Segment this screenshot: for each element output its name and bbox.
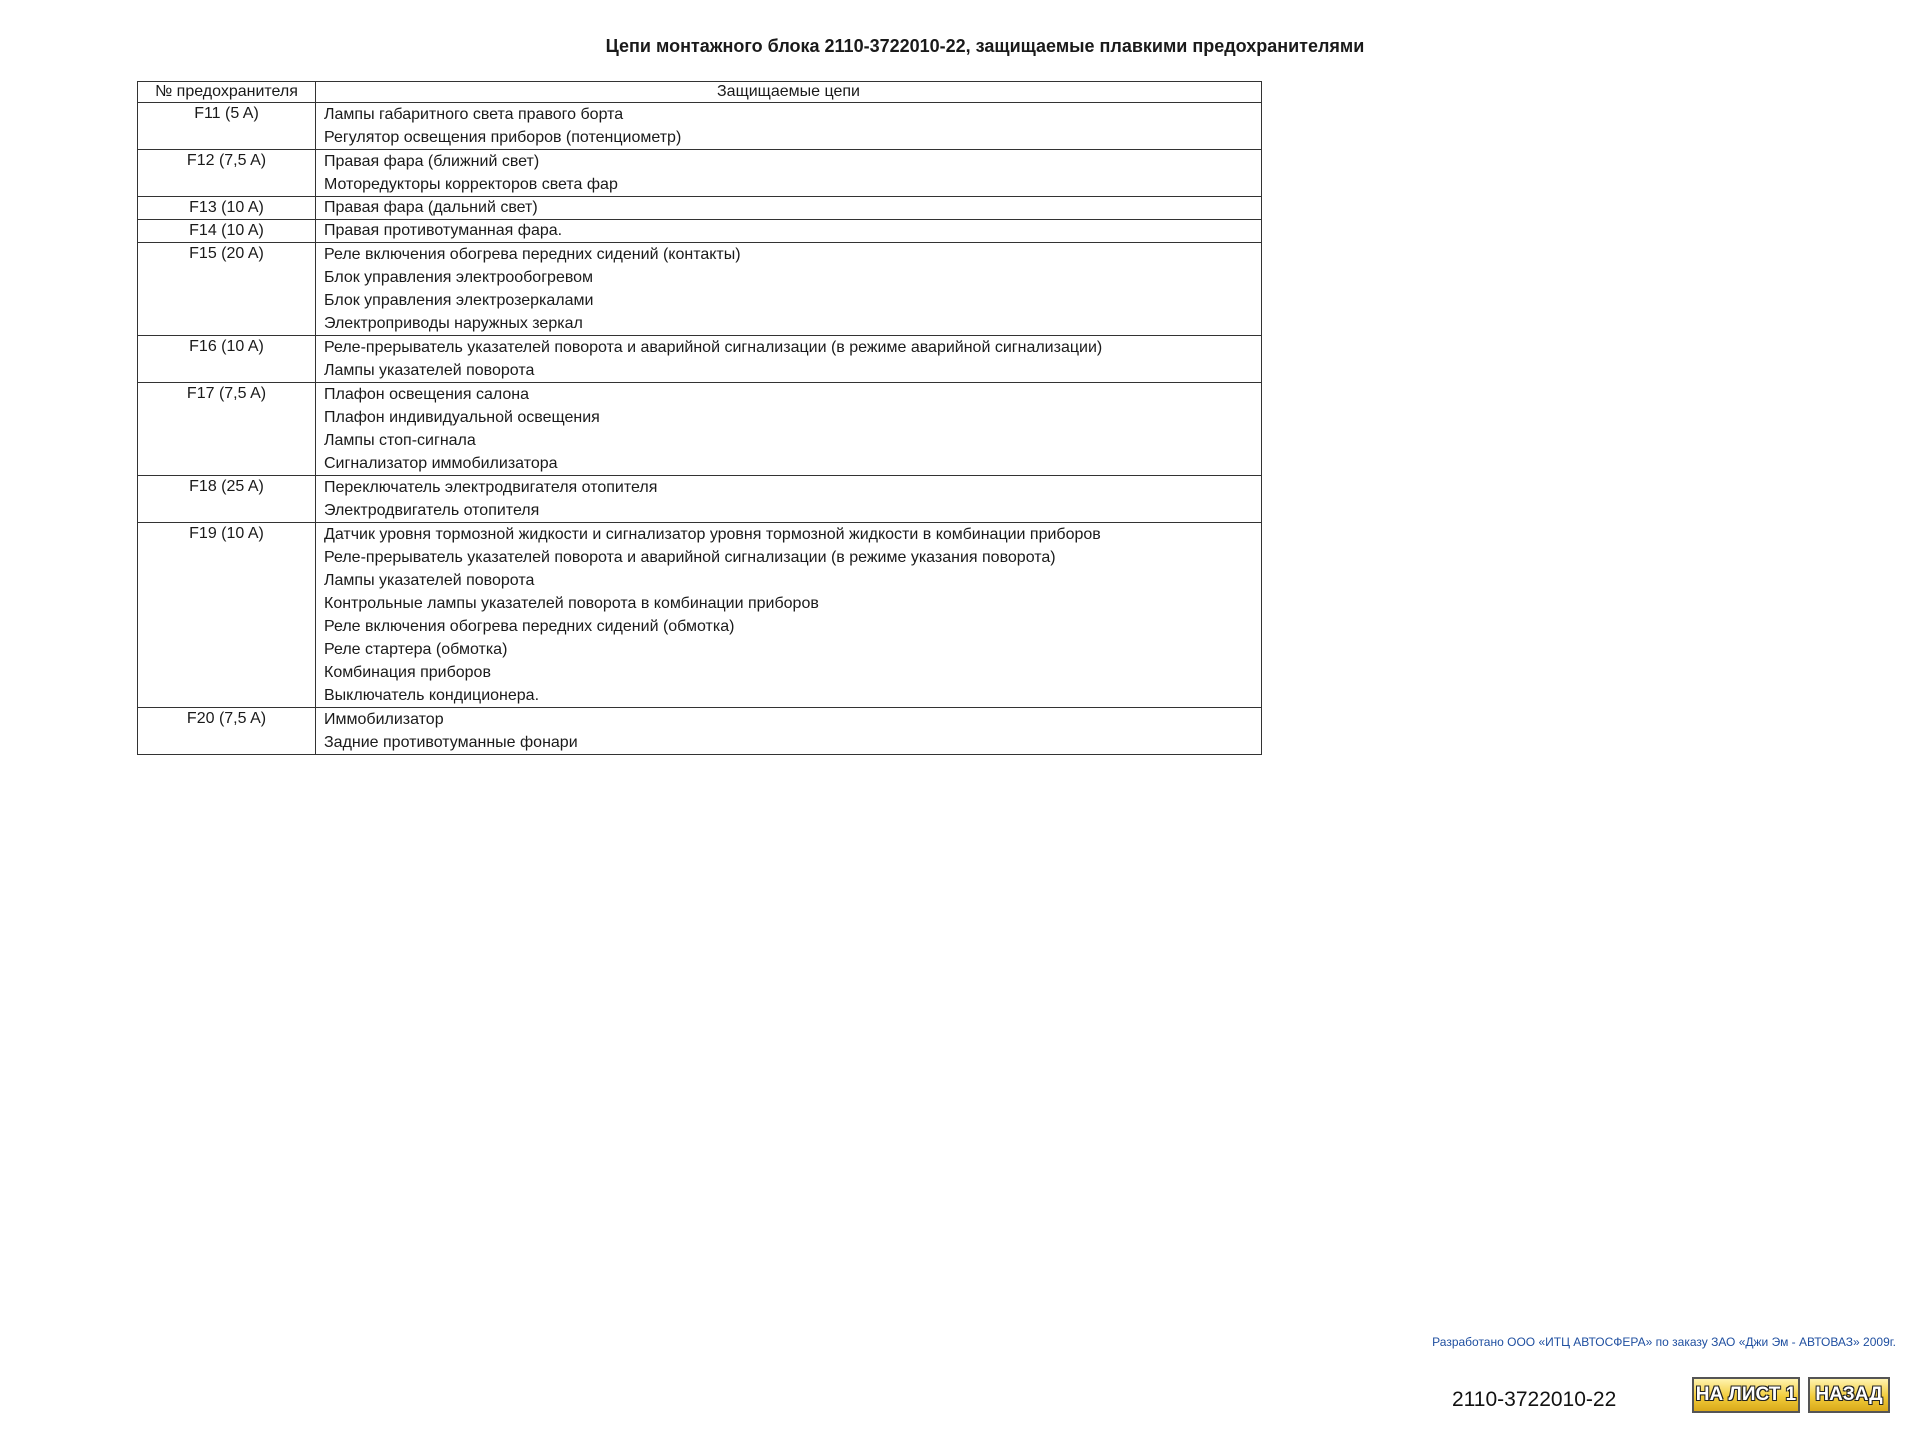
circuit-line: Правая противотуманная фара. [324, 222, 563, 239]
fuse-number-cell: F16 (10 A) [138, 336, 316, 383]
circuit-line: Контрольные лампы указателей поворота в комбинации приборов [324, 595, 819, 612]
table-row [138, 383, 1262, 476]
table-row [138, 103, 1262, 150]
table-row [138, 523, 1262, 708]
protected-circuits-cell [316, 103, 1262, 150]
circuit-line: Лампы габаритного света правого борта [324, 106, 624, 123]
circuit-line: Переключатель электродвигателя отопителя [324, 479, 658, 496]
circuit-line: Сигнализатор иммобилизатора [324, 455, 558, 472]
circuit-line: Реле включения обогрева передних сидений (обмотка) [324, 618, 735, 635]
fuse-number-cell: F11 (5 A) [138, 103, 316, 150]
circuit-line: Лампы указателей поворота [324, 362, 535, 379]
circuit-line: Реле-прерыватель указателей поворота и аварийной сигнализации (в режиме аварийной сигнализации) [324, 339, 1103, 356]
fuse-number-cell: F19 (10 A) [138, 523, 316, 708]
fuse-number-cell: F12 (7,5 A) [138, 150, 316, 197]
circuit-line: Иммобилизатор [324, 711, 444, 728]
protected-circuits-cell [316, 336, 1262, 383]
fuse-number-cell: F18 (25 A) [138, 476, 316, 523]
circuit-line: Правая фара (ближний свет) [324, 153, 540, 170]
circuit-line: Лампы стоп-сигнала [324, 432, 476, 449]
circuit-line: Реле стартера (обмотка) [324, 641, 508, 658]
circuit-line: Датчик уровня тормозной жидкости и сигнализатор уровня тормозной жидкости в комбинации приборов [324, 526, 1101, 543]
back-button[interactable]: НАЗАД [1808, 1377, 1890, 1413]
table-body [138, 103, 1262, 755]
fuse-number-cell: F17 (7,5 A) [138, 383, 316, 476]
protected-circuits-cell [316, 197, 1262, 220]
protected-circuits-cell [316, 523, 1262, 708]
page-title: Цепи монтажного блока 2110-3722010-22, защищаемые плавкими предохранителями [605, 36, 1365, 56]
fuse-number-cell: F13 (10 A) [138, 197, 316, 220]
circuit-line: Правая фара (дальний свет) [324, 199, 538, 216]
table-row [138, 708, 1262, 755]
table-row [138, 197, 1262, 220]
go-to-sheet-1-button[interactable]: НА ЛИСТ 1 [1692, 1377, 1800, 1413]
circuit-line: Электроприводы наружных зеркал [324, 315, 583, 332]
circuit-line: Блок управления электрообогревом [324, 269, 594, 286]
circuit-line: Задние противотуманные фонари [324, 734, 578, 751]
table-row [138, 476, 1262, 523]
circuit-line: Плафон индивидуальной освещения [324, 409, 600, 426]
protected-circuits-cell [316, 150, 1262, 197]
circuit-line: Выключатель кондиционера. [324, 687, 540, 704]
circuit-line: Лампы указателей поворота [324, 572, 535, 589]
circuit-line: Плафон освещения салона [324, 386, 530, 403]
fuse-number-cell: F20 (7,5 A) [138, 708, 316, 755]
table-row [138, 150, 1262, 197]
circuit-line: Регулятор освещения приборов (потенциометр) [324, 129, 682, 146]
fuse-number-cell: F15 (20 A) [138, 243, 316, 336]
circuit-line: Реле включения обогрева передних сидений (контакты) [324, 246, 741, 263]
table-row [138, 243, 1262, 336]
protected-circuits-cell [316, 476, 1262, 523]
circuit-line: Комбинация приборов [324, 664, 491, 681]
table-row [138, 220, 1262, 243]
circuit-line: Моторедукторы корректоров света фар [324, 176, 618, 193]
header-protected-circuits: Защищаемые цепи [316, 82, 1262, 103]
circuit-line: Блок управления электрозеркалами [324, 292, 594, 309]
protected-circuits-cell [316, 220, 1262, 243]
table-header-row [138, 82, 1262, 103]
circuit-line: Электродвигатель отопителя [324, 502, 540, 519]
table-row [138, 336, 1262, 383]
fuse-number-cell: F14 (10 A) [138, 220, 316, 243]
header-fuse-number: № предохранителя [138, 82, 316, 103]
footer-credit: Разработано ООО «ИТЦ АВТОСФЕРА» по заказу ЗАО «Джи Эм - АВТОВАЗ» 2009г. [1432, 1335, 1896, 1349]
protected-circuits-cell [316, 708, 1262, 755]
circuit-line: Реле-прерыватель указателей поворота и аварийной сигнализации (в режиме указания поворота) [324, 549, 1056, 566]
protected-circuits-cell [316, 383, 1262, 476]
document-code: 2110-3722010-22 [1452, 1388, 1617, 1411]
protected-circuits-cell [316, 243, 1262, 336]
fuse-table [137, 81, 1262, 755]
